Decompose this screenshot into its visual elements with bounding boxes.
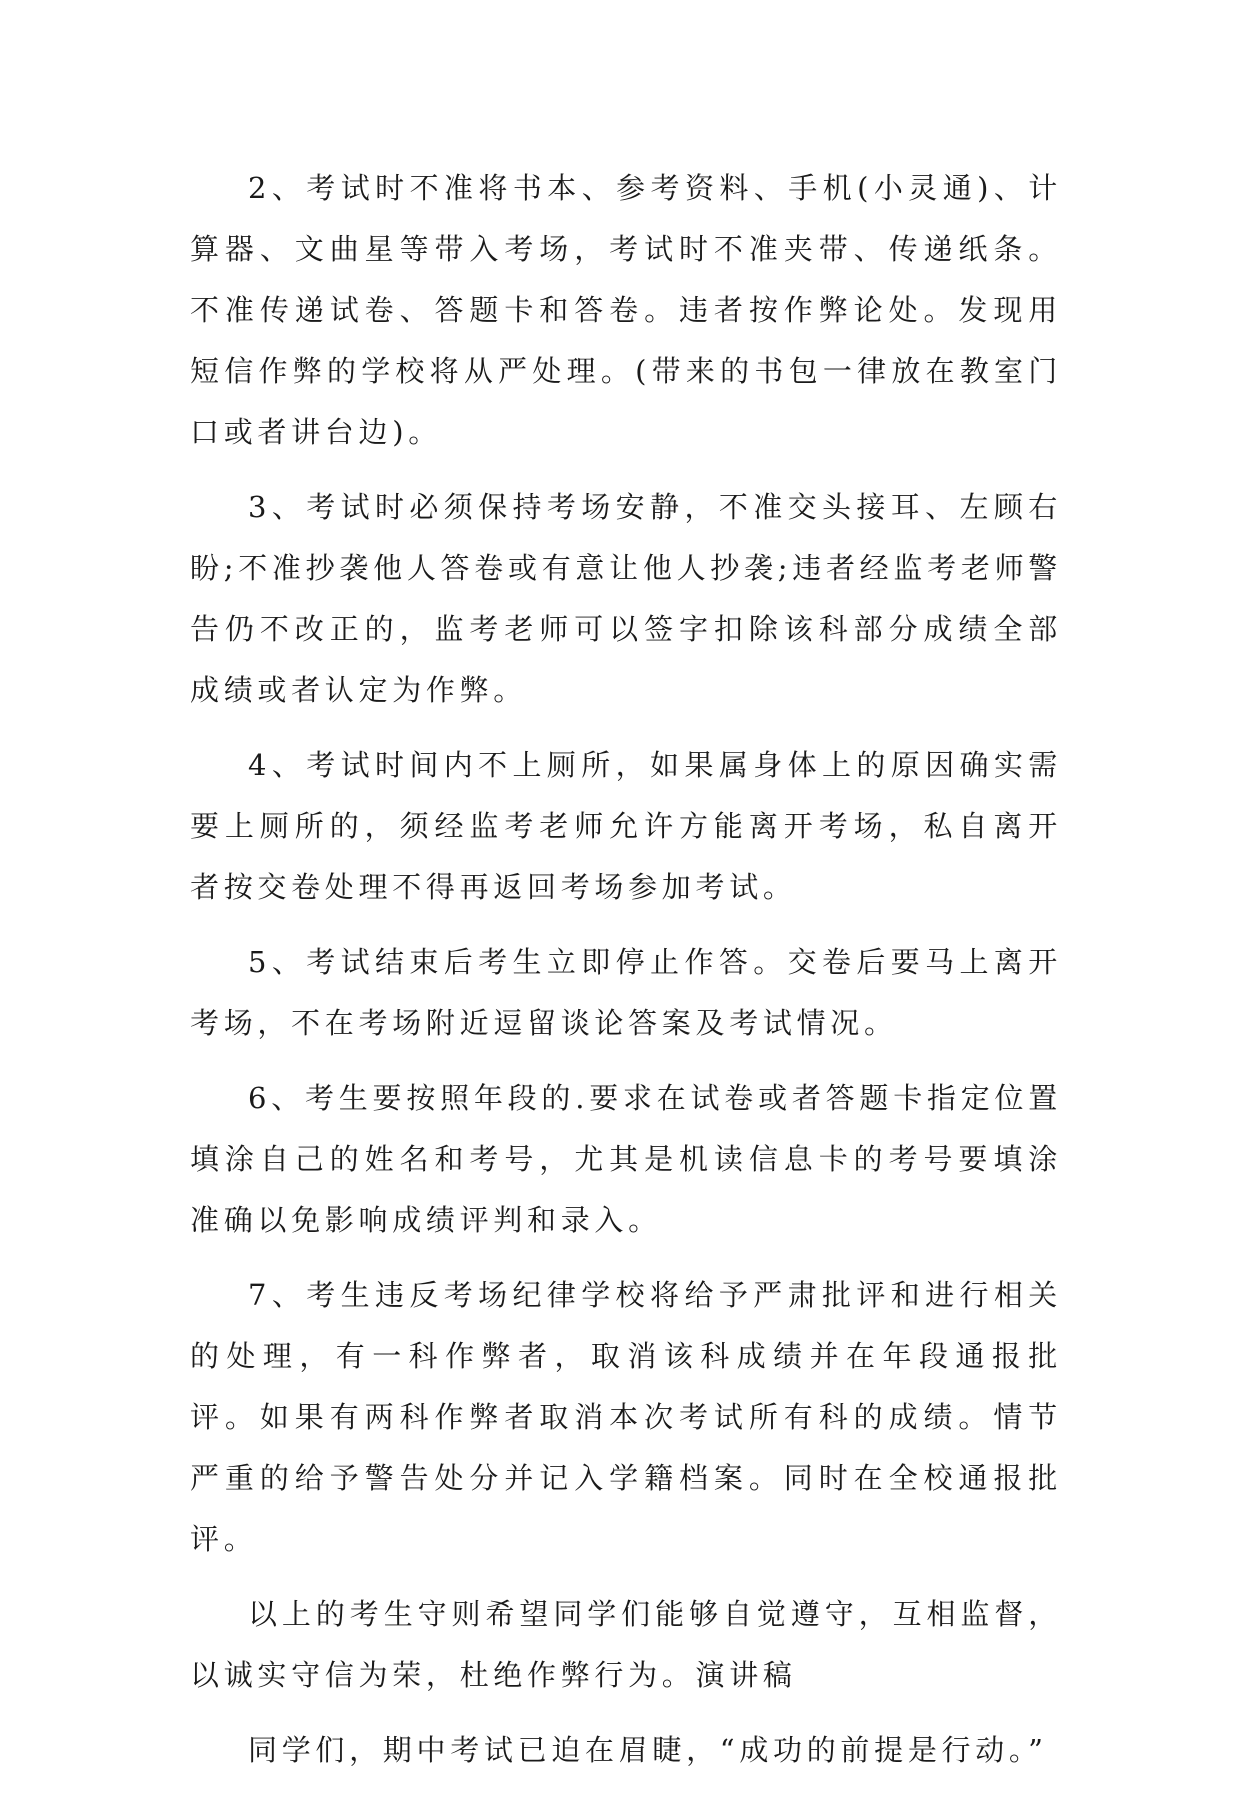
rule-paragraph-4: 4、考试时间内不上厕所，如果属身体上的原因确实需要上厕所的，须经监考老师允许方能离开考场，私自离开者按交卷处理不得再返回考场参加考试。 [190,748,1062,904]
rule-paragraph-2: 2、考试时不准将书本、参考资料、手机(小灵通)、计算器、文曲星等带入考场，考试时不准夹带、传递纸条。不准传递试卷、答题卡和答卷。违者按作弊论处。发现用短信作弊的学校将从严处理。(带来的书包一律放在教室门口或者讲台边)。 [190,171,1062,449]
speech-opening-paragraph: 同学们，期中考试已迫在眉睫，“成功的前提是行动。” [248,1733,1048,1767]
rule-paragraph-3: 3、考试时必须保持考场安静，不准交头接耳、左顾右盼;不准抄袭他人答卷或有意让他人抄袭;违者经监考老师警告仍不改正的，监考老师可以签字扣除该科部分成绩全部成绩或者认定为作弊。 [190,490,1062,707]
rule-paragraph-7: 7、考生违反考场纪律学校将给予严肃批评和进行相关的处理，有一科作弊者，取消该科成绩并在年段通报批评。如果有两科作弊者取消本次考试所有科的成绩。情节严重的给予警告处分并记入学籍档案。同时在全校通报批评。 [190,1278,1062,1556]
document-body [190,158,1062,1795]
rule-paragraph-5: 5、考试结束后考生立即停止作答。交卷后要马上离开考场，不在考场附近逗留谈论答案及考试情况。 [190,945,1062,1040]
rule-paragraph-6: 6、考生要按照年段的.要求在试卷或者答题卡指定位置填涂自己的姓名和考号，尤其是机读信息卡的考号要填涂准确以免影响成绩评判和录入。 [190,1081,1062,1237]
summary-paragraph: 以上的考生守则希望同学们能够自觉遵守，互相监督，以诚实守信为荣，杜绝作弊行为。演讲稿 [190,1597,1062,1692]
